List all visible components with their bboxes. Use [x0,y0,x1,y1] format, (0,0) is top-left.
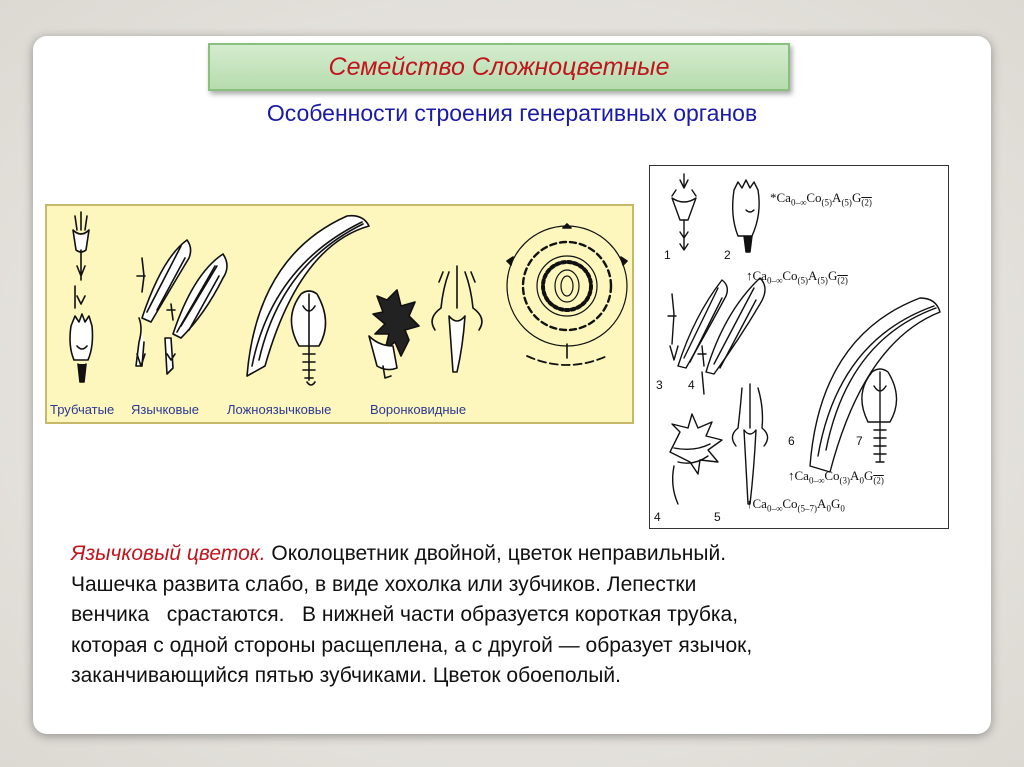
body-line-3: венчика срастаются. В нижней части образуется короткая трубка, [71,603,739,626]
formula-2: $↑Ca_{0-\infty}Co_{(5)}A_{(5)}G_{(2)}$ [746,268,848,286]
label-7: 7 [856,434,863,448]
label-5: 5 [714,510,721,524]
false-ligulate-floret-drawing [247,216,369,385]
slide-title: Семейство Сложноцветные [328,52,670,81]
caption-false-ligulate: Ложноязычковые [227,402,332,417]
label-4b: 4 [654,510,661,524]
body-paragraph [71,539,951,692]
floral-formulas-figure [649,165,949,529]
floret-types-drawing [47,206,632,401]
caption-funnel: Воронковидные [370,402,467,417]
caption-ligulate: Язычковые [131,402,200,417]
label-3: 3 [656,378,663,392]
label-4: 4 [688,378,695,392]
body-line-4: которая с одной стороны расщеплена, а с другой — образует язычок, [71,633,753,657]
funnel-floret-drawing [369,266,482,378]
formula-3: $↑Ca_{0-\infty}Co_{(3)}A_0G_{(2)}$ [788,468,884,486]
tubular-floret-drawing [70,212,93,382]
floret-types-figure [45,204,634,424]
body-line-1: Околоцветник двойной, цветок неправильный. [265,542,727,565]
slide-subtitle: Особенности строения генеративных органов [266,100,758,126]
caption-tubular: Трубчатые [50,402,115,417]
ligulate-floret-drawing [136,240,227,374]
floral-diagram-drawing [507,224,627,365]
label-2: 2 [724,248,731,262]
title-box [208,43,790,91]
label-6: 6 [788,434,795,448]
body-line-5: заканчивающийся пятью зубчиками. Цветок обоеполый. [71,664,621,687]
body-line-2: Чашечка развита слабо, в виде хохолка или зубчиков. Лепестки [71,572,697,596]
label-1: 1 [664,248,671,262]
formula-1: $*Ca_{0-\infty}Co_{(5)}A_{(5)}G_{(2)}$ [770,190,872,208]
formula-4: $↑Ca_{0-\infty}Co_{(5-7)}A_0G_0$ [746,496,845,514]
body-lead: Язычковый цветок. [71,542,266,565]
